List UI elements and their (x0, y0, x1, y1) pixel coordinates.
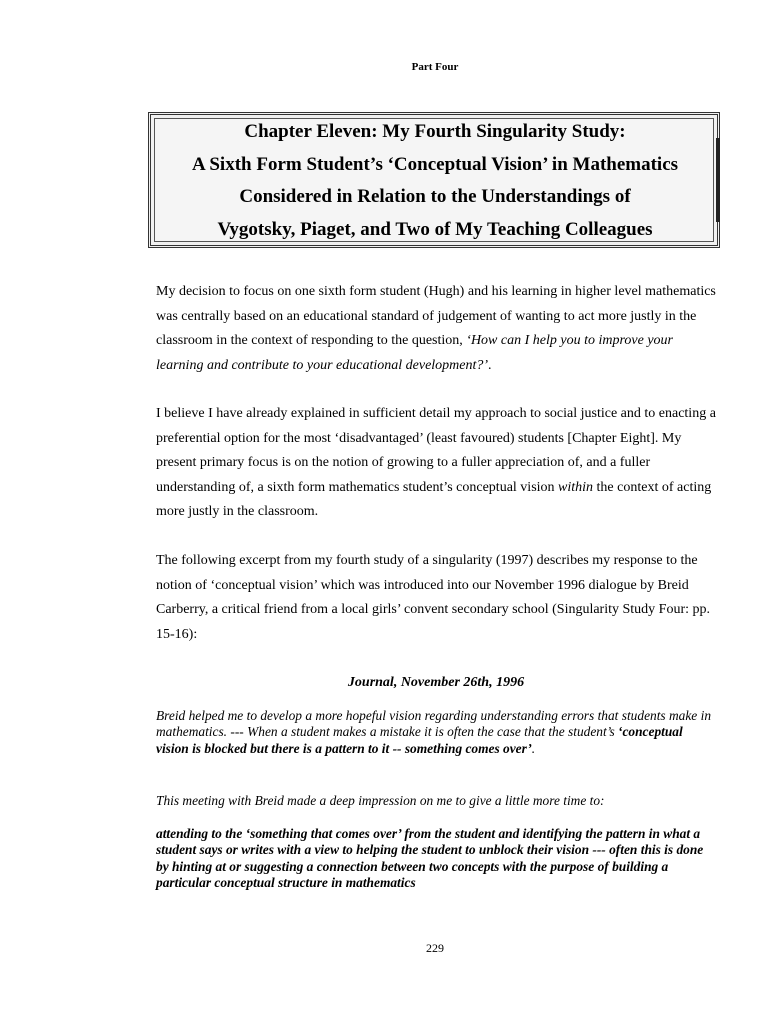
paragraph-1-end: . (488, 357, 492, 373)
paragraph-1 (156, 280, 716, 378)
paragraph-2-end: the context of acting more justly in the classroom. (156, 479, 712, 519)
paragraph-1-question: ‘How can I help you to improve your learning and contribute to your educational development?’ (156, 333, 673, 373)
journal-quote-1 (156, 708, 718, 757)
chapter-title-line-3: Considered in Relation to the Understandings of (239, 186, 631, 207)
journal-quote-3: attending to the ‘something that comes over’ from the student and identifying the pattern in what a student says or writes with a view to helping the student to unblock their vision --- often this is done by hinting at or suggesting a connection between two concepts with the purpose of building a particular conceptual structure in mathematics (156, 826, 704, 890)
paragraph-3: The following excerpt from my fourth study of a singularity (1997) describes my response to the notion of ‘conceptual vision’ which was introduced into our November 1996 dialogue by Breid Carberry, a critical friend from a local girls’ convent secondary school (Singularity Study Four: pp. 15-16): (156, 553, 711, 642)
journal-quote-1-text: Breid helped me to develop a more hopeful vision regarding understanding errors that students make in mathematics. --- When a student makes a mistake it is often the case that the student’s (156, 708, 712, 740)
chapter-title (153, 116, 717, 246)
chapter-title-line-4: Vygotsky, Piaget, and Two of My Teaching Colleagues (217, 218, 653, 240)
journal-quote-1-bold: ‘conceptual vision is blocked but there is a pattern to it -- something comes over’ (156, 724, 683, 756)
journal-heading: Journal, November 26th, 1996 (347, 675, 525, 690)
paragraph-2-text: I believe I have already explained in sufficient detail my approach to social justice and to enacting a preferential option for the most ‘disadvantaged’ (least favoured) students [Chapter Eight]. My present primary focus is on the notion of growing to a fuller appreciation of, and a fuller understanding of, a sixth form mathematics student’s conceptual vision (156, 406, 716, 495)
paragraph-2-emphasis: within (558, 479, 594, 495)
chapter-title-line-1: Chapter Eleven: My Fourth Singularity Study: (244, 121, 626, 142)
journal-quote-1-end: . (531, 740, 536, 756)
journal-quote-2: This meeting with Breid made a deep impression on me to give a little more time to: (156, 793, 605, 808)
chapter-title-line-2: A Sixth Form Student’s ‘Conceptual Vision’ in Mathematics (191, 153, 679, 175)
part-header: Part Four (411, 61, 459, 73)
paragraph-1-text: My decision to focus on one sixth form student (Hugh) and his learning in higher level mathematics was centrally based on an educational standard of judgement of wanting to act more justly in the classroom in the context of responding to the question, (156, 284, 716, 348)
paragraph-2 (156, 402, 716, 525)
page-number: 229 (426, 941, 444, 955)
